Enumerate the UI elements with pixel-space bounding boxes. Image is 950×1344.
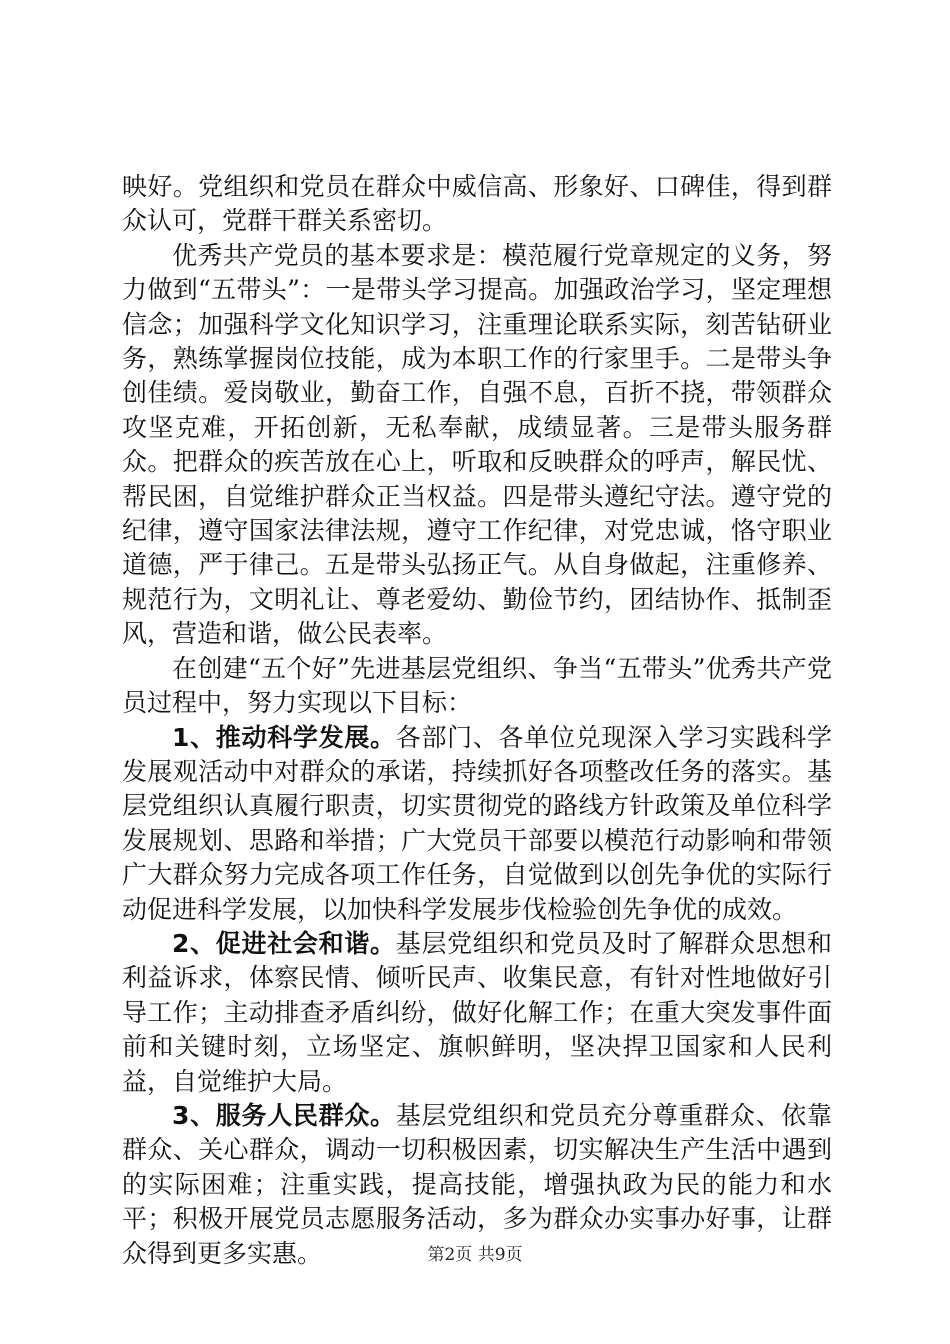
page-number: 第2页 共9页	[427, 1245, 523, 1265]
paragraph-text: 各部门、各单位兑现深入学习实践科学发展观活动中对群众的承诺，持续抓好各项整改任务的落实。基层党组织认真履行职责，切实贯彻党的路线方针政策及单位科学发展规划、思路和举措；广大党员干部要以模范行动影响和带领广大群众努力完成各项工作任务，自觉做到以创先争优的实际行动促进科学发展，以加快科学发展步伐检验创先争优的成效。	[122, 722, 832, 924]
paragraph-goal-1	[122, 721, 832, 927]
paragraph-goals-intro	[122, 652, 832, 721]
paragraph-text: 基层党组织和党员充分尊重群众、依靠群众、关心群众，调动一切积极因素，切实解决生产生活中遇到的实际困难；注重实践，提高技能，增强执政为民的能力和水平；积极开展党员志愿服务活动，多为群众办实事办好事，让群众得到更多实惠。	[122, 1100, 832, 1268]
paragraph-continuation	[122, 170, 832, 239]
paragraph-text: 优秀共产党员的基本要求是：模范履行党章规定的义务，努力做到“五带头”：一是带头学习提高。加强政治学习，坚定理想信念；加强科学文化知识学习，注重理论联系实际，刻苦钻研业务，熟练掌握岗位技能，成为本职工作的行家里手。二是带头争创佳绩。爱岗敬业，勤奋工作，自强不息，百折不挠，带领群众攻坚克难，开拓创新，无私奉献，成绩显著。三是带头服务群众。把群众的疾苦放在心上，听取和反映群众的呼声，解民忧、帮民困，自觉维护群众正当权益。四是带头遵纪守法。遵守党的纪律，遵守国家法律法规，遵守工作纪律，对党忠诚，恪守职业道德，严于律己。五是带头弘扬正气。从自身做起，注重修养、规范行为，文明礼让、尊老爱幼、勤俭节约，团结协作、抵制歪风，营造和谐，做公民表率。	[122, 240, 832, 649]
paragraph-text: 基层党组织和党员及时了解群众思想和利益诉求，体察民情、倾听民声、收集民意，有针对性地做好引导工作；主动排查矛盾纠纷，做好化解工作；在重大突发事件面前和关键时刻，立场坚定、旗帜鲜明，坚决捍卫国家和人民利益，自觉维护大局。	[122, 928, 832, 1096]
paragraph-text: 在创建“五个好”先进基层党组织、争当“五带头”优秀共产党员过程中，努力实现以下目标：	[122, 653, 832, 718]
paragraph-requirements	[122, 239, 832, 652]
page-footer	[0, 1240, 950, 1265]
document-body	[122, 170, 832, 1271]
paragraph-goal-2	[122, 927, 832, 1099]
goal-heading: 3、服务人民群众。	[172, 1100, 396, 1130]
goal-heading: 1、推动科学发展。	[172, 722, 396, 752]
paragraph-text: 映好。党组织和党员在群众中威信高、形象好、口碑佳，得到群众认可，党群干群关系密切。	[122, 172, 832, 236]
goal-heading: 2、促进社会和谐。	[172, 928, 396, 958]
